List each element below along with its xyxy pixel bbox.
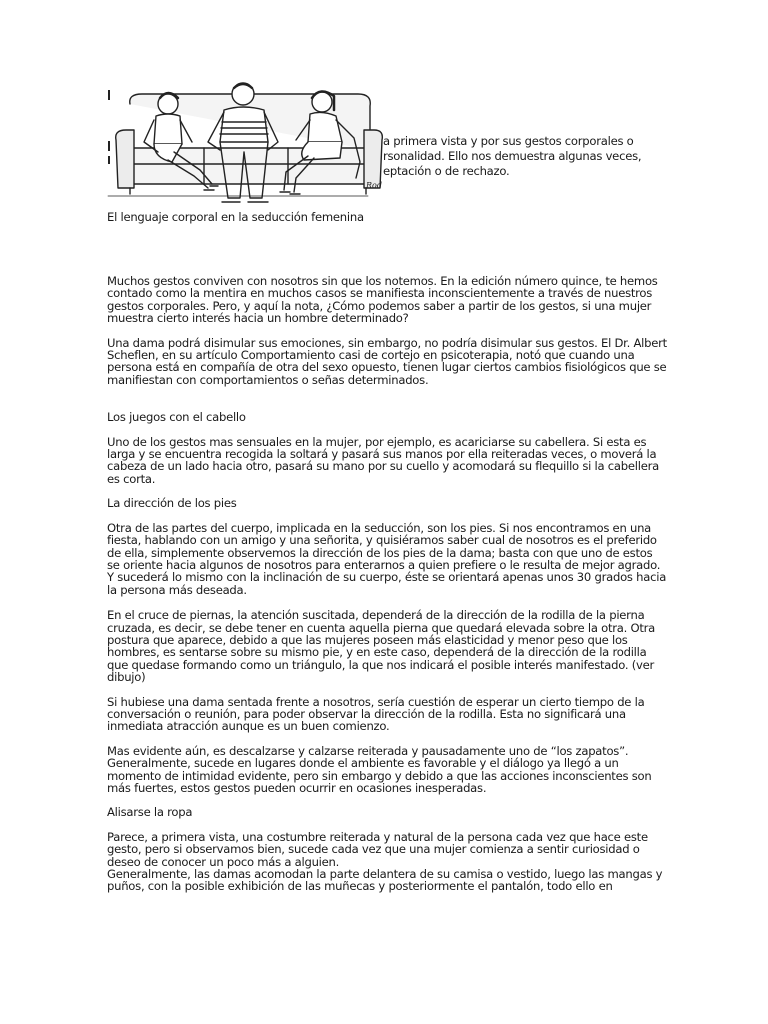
stray-mark-1 [108, 90, 110, 100]
paragraph: Otra de las partes del cuerpo, implicada en la seducción, son los pies. Si nos encontramos en una fiesta, hablando con un amigo y una señorita, y quisiéramos saber cual de nosotros es el preferido de ella, simplemente observemos la dirección de los pies de la dama; basta con que uno de estos se oriente hacia algunos de nosotros para enterarnos a quien prefiere o le resulta de mejor agrado. Y sucederá lo mismo con la inclinación de su cuerpo, éste se orientará apenas unos 30 grados hacia la persona más deseada. [107, 520, 667, 597]
paragraph: Generalmente, las damas acomodan la parte delantera de su camisa o vestido, luego las mangas y puños, con la posible exhibición de las muñecas y posteriormente el pantalón, todo ello en [107, 867, 663, 894]
stray-mark-3 [108, 156, 110, 164]
section-heading: La dirección de los pies [107, 496, 237, 511]
side-text-line-2: rsonalidad. Ello nos demuestra algunas veces, [383, 149, 642, 163]
side-text-line-1: a primera vista y por sus gestos corporales o [383, 134, 634, 148]
section-heading: Alisarse la ropa [107, 805, 193, 820]
paragraph: Parece, a primera vista, una costumbre reiterada y natural de la persona cada vez que hace este gesto, pero si observamos bien, sucede cada vez que una mujer comienza a sentir curiosidad o deseo de conocer un poco más a alguien. [107, 829, 648, 869]
paragraph: Si hubiese una dama sentada frente a nosotros, sería cuestión de esperar un cierto tiempo de la conversación o reunión, para poder observar la dirección de la rodilla. Esta no significará una inmediata atracción aunque es un buen comienzo. [107, 694, 645, 734]
couch-illustration [108, 80, 382, 210]
side-text [383, 134, 683, 179]
side-text-line-3: eptación o de rechazo. [383, 164, 510, 178]
paragraph: Mas evidente aún, es descalzarse y calzarse reiterada y pausadamente uno de “los zapatos”. Generalmente, sucede en lugares donde el ambiente es favorable y el diálogo ya llegó a un momento de intimidad evidente, pero sin embargo y debido a que las acciones inconscientes son más fuertes, estos gestos pueden ocurrir en ocasiones inesperadas. [107, 743, 652, 795]
paragraph: Uno de los gestos mas sensuales en la mujer, por ejemplo, es acariciarse su cabellera. Si esta es larga y se encuentra recogida la soltará y pasará sus manos por ella reiteradas veces, o moverá la cabeza de un lado hacia otro, pasará su mano por su cuello y acomodará su flequillo si la cabellera es corta. [107, 434, 659, 486]
paragraph: Una dama podrá disimular sus emociones, sin embargo, no podría disimular sus gestos. El Dr. Albert Scheflen, en su artículo Comportamiento casi de cortejo en psicoterapia, notó que cuando una persona está en compañía de otra del sexo opuesto, tienen lugar ciertos cambios fisiológicos que se manifiestan con comportamientos o señas determinados. [107, 335, 667, 387]
paragraph: En el cruce de piernas, la atención suscitada, dependerá de la dirección de la rodilla de la pierna cruzada, es decir, se debe tener en cuenta aquella pierna que quedará elevada sobre la otra. Otra postura que aparece, debido a que las mujeres poseen más elasticidad y menor peso que los hombres, es sentarse sobre su mismo pie, y en este caso, dependerá de la dirección de la rodilla que quedase formando como un triángulo, la que nos indicará el posible interés manifestado. (ver dibujo) [107, 608, 656, 685]
stray-mark-2 [108, 141, 110, 151]
artist-signature: Rod [366, 181, 382, 190]
section-heading: Los juegos con el cabello [107, 410, 246, 425]
article-title: El lenguaje corporal en la seducción femenina [107, 210, 364, 224]
article-body [107, 275, 667, 893]
paragraph: Muchos gestos conviven con nosotros sin que los notemos. En la edición número quince, te hemos contado como la mentira en muchos casos se manifiesta inconscientemente a través de nuestros gestos corporales. Pero, y aquí la nota, ¿Cómo podemos saber a partir de los gestos, si una mujer muestra cierto interés hacia un hombre determinado? [107, 274, 658, 326]
